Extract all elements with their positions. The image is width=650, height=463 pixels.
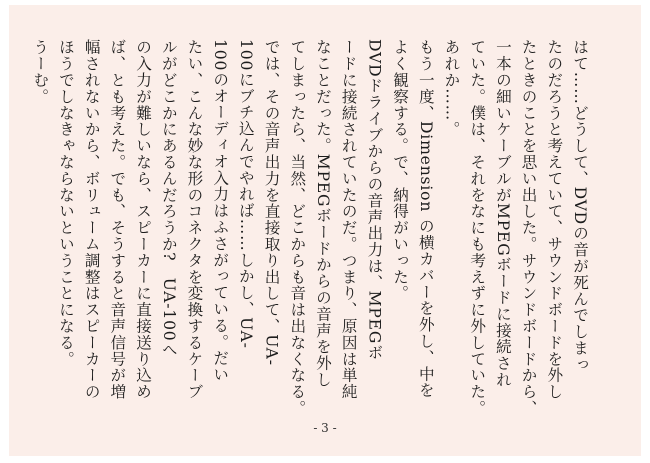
text-line: ルがどこかにあるんだろうか? UA-100へ — [159, 39, 178, 358]
text-line: 100にブチ込んでやれば……しかし、UA- — [236, 39, 255, 349]
text-line: の入力が難しいなら、スピーカーに直接送り込め — [134, 39, 153, 400]
text-line: たのだろうと考えていて、サウンドボードを外し — [545, 39, 564, 400]
text-line: よく観察する。で、納得がいった。 — [391, 39, 410, 302]
text-line: DVDドライブからの音声出力は、MPEGボ — [365, 39, 384, 361]
document-sheet — [9, 5, 641, 456]
page-number: - 3 - — [313, 421, 337, 435]
text-line: ば、とも考えた。でも、そうすると音声信号が増 — [108, 39, 127, 400]
text-line: たときのことを思い出した。サウンドボードから、 — [519, 39, 538, 417]
vertical-body-text — [27, 39, 592, 429]
text-line: 100のオーディオ入力はふさがっている。だい — [211, 39, 230, 383]
text-line: ていた。僕は、それをなにも考えずに外していた。 — [468, 39, 487, 417]
text-line: あれか……。 — [442, 39, 461, 138]
text-line: なことだった。MPEGボードからの音声を外し — [313, 39, 332, 388]
text-line: ードに接続されていたのだ。つまり、原因は単純 — [339, 39, 358, 400]
text-line: はて……どうして、DVDの音が死んでしまっ — [571, 39, 589, 373]
text-line: もう一度、Dimension の横カバーを外し、中を — [416, 39, 435, 399]
text-line: 一本の細いケーブルがMPEGボードに接続され — [493, 39, 512, 388]
text-line: てしまったら、当然、どこからも音は出なくなる。 — [288, 39, 307, 417]
text-line: たい、こんな妙な形のコネクタを変換するケーブ — [185, 39, 204, 400]
text-line: では、その音声出力を直接取り出して、UA- — [262, 39, 281, 366]
text-line: 幅されないから、ボリューム調整はスピーカーの — [82, 39, 101, 400]
text-line: ほうでしなきゃならないということになる。 — [56, 39, 75, 367]
text-line: うーむ。 — [31, 39, 50, 105]
